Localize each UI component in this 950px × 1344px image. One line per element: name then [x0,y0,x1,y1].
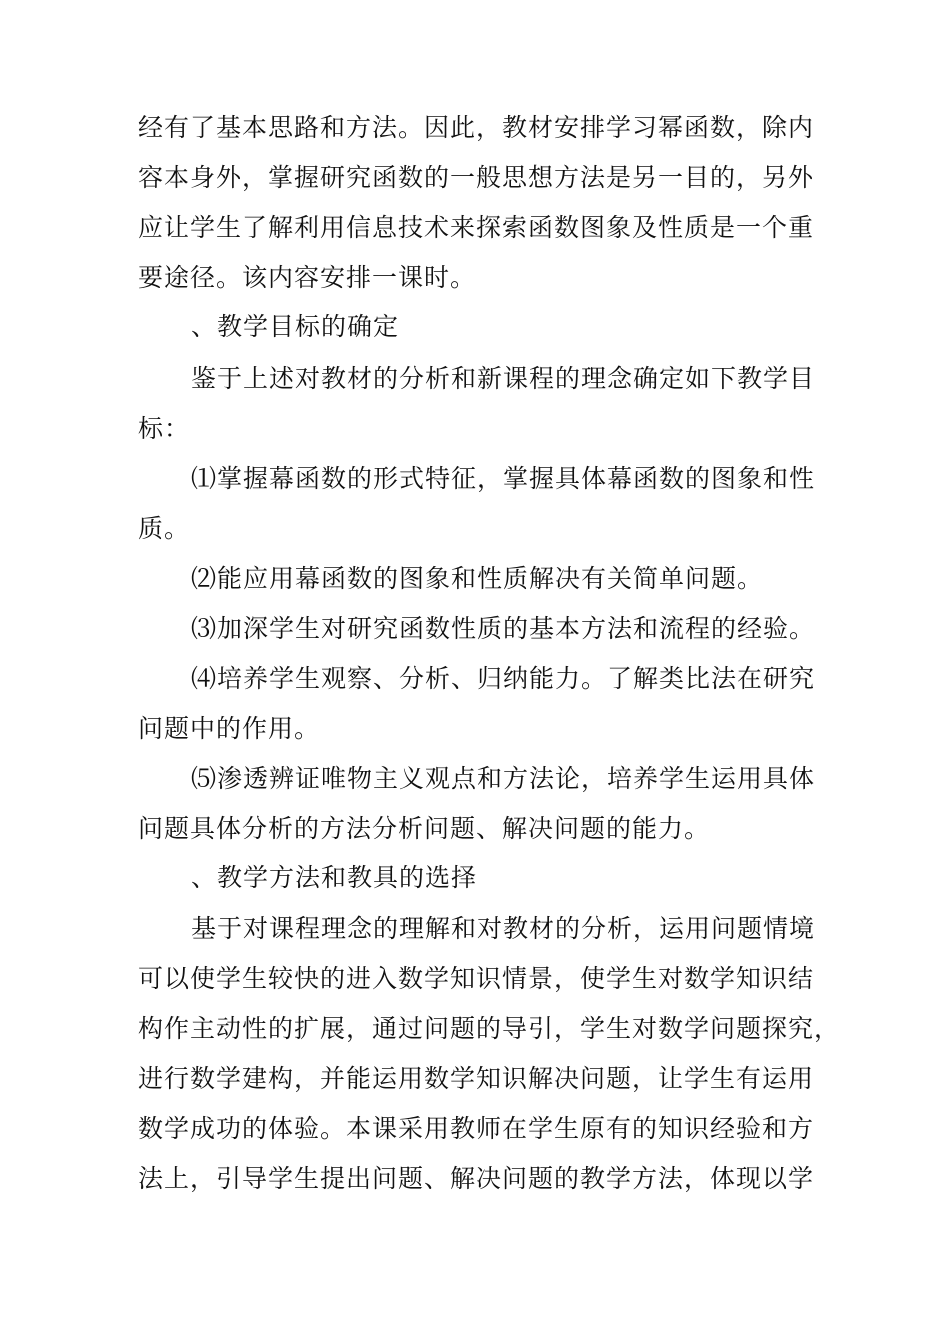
list-item: ⑸渗透辨证唯物主义观点和方法论，培养学生运用具体 [191,764,816,793]
section-heading: 、教学目标的确定 [191,312,400,341]
list-item: ⑶加深学生对研究函数性质的基本方法和流程的经验。 [191,614,816,643]
text-line: 应让学生了解利用信息技术来探索函数图象及性质是一个重 [138,213,815,242]
text-line: 问题具体分析的方法分析问题、解决问题的能力。 [138,814,711,843]
text-line: 数学成功的体验。本课采用教师在学生原有的知识经验和方 [138,1114,815,1143]
text-line: 要途径。该内容安排一课时。 [138,263,477,292]
text-line: 基于对课程理念的理解和对教材的分析，运用问题情境 [191,914,816,943]
text-line: 标： [138,414,191,443]
text-line: 鉴于上述对教材的分析和新课程的理念确定如下教学目 [191,364,816,393]
text-line: 进行数学建构，并能运用数学知识解决问题，让学生有运用 [138,1064,815,1093]
text-line: 容本身外，掌握研究函数的一般思想方法是另一目的，另外 [138,163,815,192]
section-heading: 、教学方法和教具的选择 [191,863,478,892]
text-line: 质。 [138,514,191,543]
list-item: ⑴掌握幕函数的形式特征，掌握具体幕函数的图象和性 [191,464,816,493]
list-item: ⑵能应用幕函数的图象和性质解决有关简单问题。 [191,564,764,593]
text-line: 可以使学生较快的进入数学知识情景，使学生对数学知识结 [138,964,815,993]
text-line: 经有了基本思路和方法。因此，教材安排学习幂函数，除内 [138,113,815,142]
text-line: 构作主动性的扩展，通过问题的导引，学生对数学问题探究， [138,1014,841,1043]
list-item: ⑷培养学生观察、分析、归纳能力。了解类比法在研究 [191,664,816,693]
text-line: 问题中的作用。 [138,714,321,743]
text-line: 法上，引导学生提出问题、解决问题的教学方法，体现以学 [138,1164,815,1193]
